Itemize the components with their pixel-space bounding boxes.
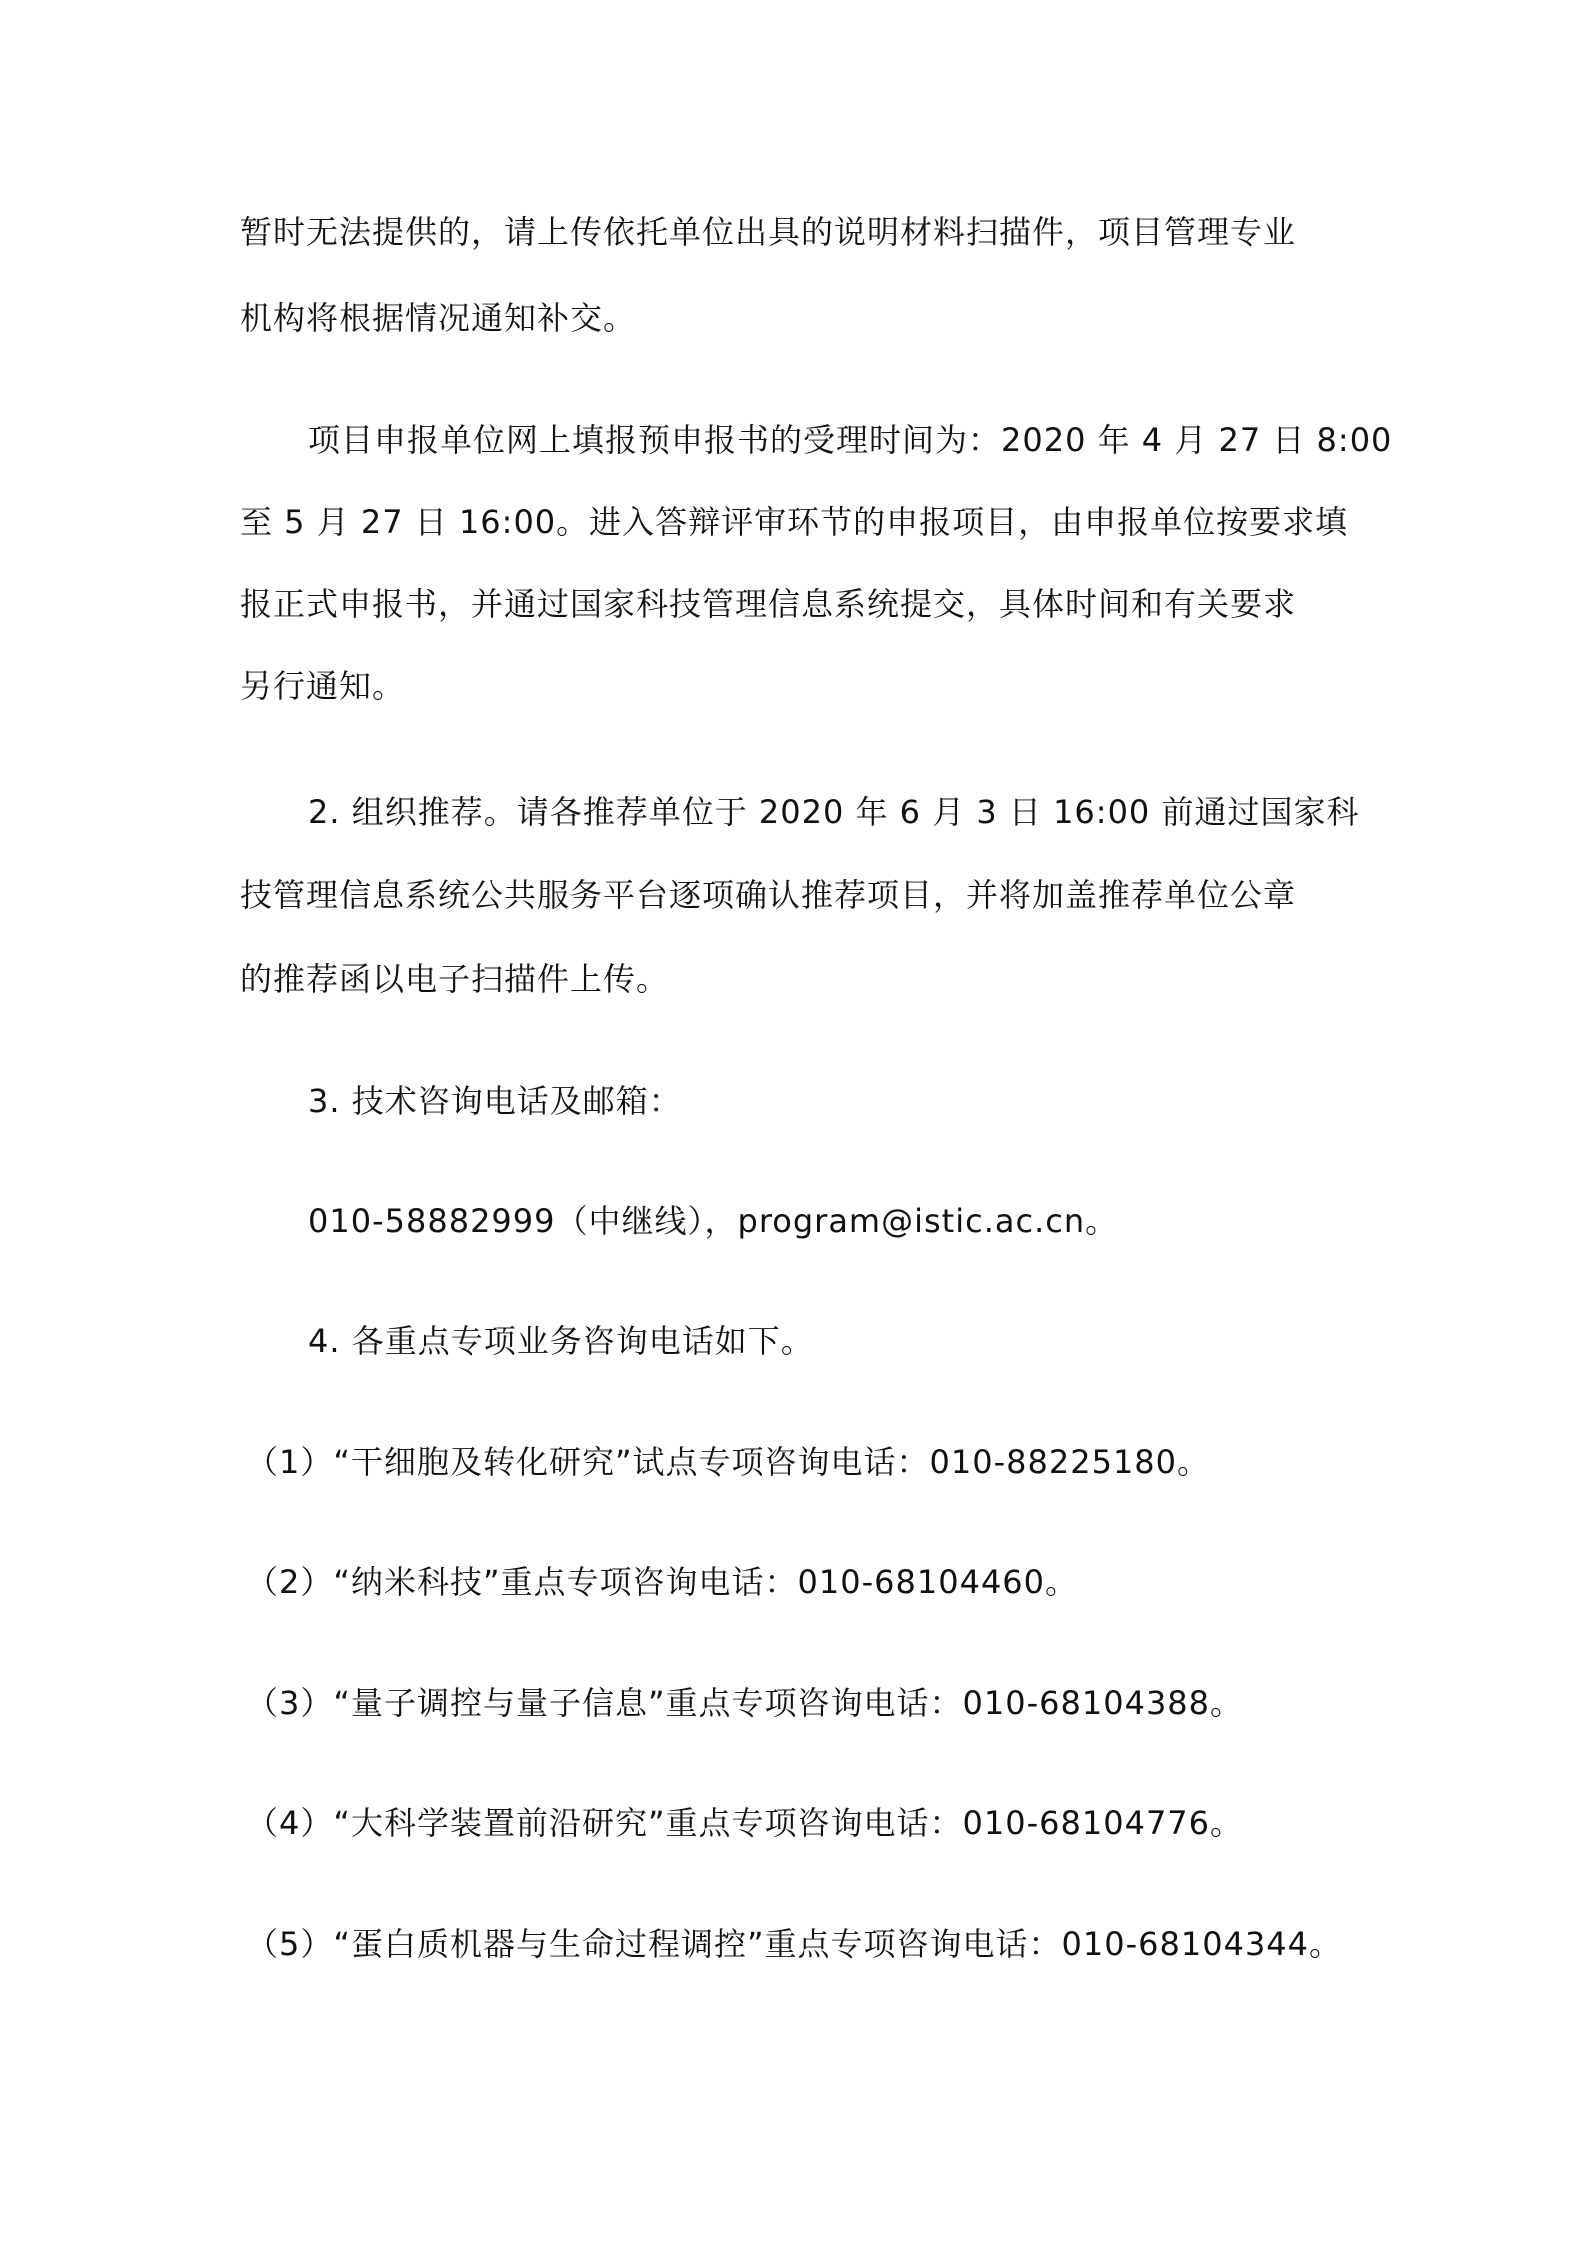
text-line-tech-support-contact: 010-58882999（中继线），program@istic.ac.cn。	[308, 1202, 1119, 1240]
list-item-stem-cell-phone: （1）“干细胞及转化研究”试点专项咨询电话：010-88225180。	[246, 1443, 1211, 1481]
text-line-recommendation-platform: 技管理信息系统公共服务平台逐项确认推荐项目，并将加盖推荐单位公章	[240, 876, 1297, 914]
text-line-materials-followup: 机构将根据情况通知补交。	[240, 299, 637, 337]
list-item-protein-machine-phone: （5）“蛋白质机器与生命过程调控”重点专项咨询电话：010-68104344。	[246, 1925, 1343, 1963]
list-item-quantum-phone: （3）“量子调控与量子信息”重点专项咨询电话：010-68104388。	[246, 1684, 1244, 1722]
text-line-recommendation: 2. 组织推荐。请各推荐单位于 2020 年 6 月 3 日 16:00 前通过国家科	[308, 793, 1360, 831]
text-line-consultation-heading: 4. 各重点专项业务咨询电话如下。	[308, 1322, 814, 1360]
text-line-formal-application: 报正式申报书，并通过国家科技管理信息系统提交，具体时间和有关要求	[240, 585, 1297, 623]
text-line-tech-support-heading: 3. 技术咨询电话及邮箱：	[308, 1082, 682, 1120]
text-line-application-time: 项目申报单位网上填报预申报书的受理时间为：2020 年 4 月 27 日 8:00	[308, 421, 1393, 459]
text-line-materials-note: 暂时无法提供的，请上传依托单位出具的说明材料扫描件，项目管理专业	[240, 213, 1297, 251]
list-item-nanotech-phone: （2）“纳米科技”重点专项咨询电话：010-68104460。	[246, 1563, 1079, 1601]
text-line-application-deadline: 至 5 月 27 日 16:00。进入答辩评审环节的申报项目，由申报单位按要求填	[240, 503, 1349, 541]
text-line-recommendation-upload: 的推荐函以电子扫描件上传。	[240, 960, 670, 998]
text-line-separate-notice: 另行通知。	[240, 667, 406, 705]
list-item-large-facility-phone: （4）“大科学装置前沿研究”重点专项咨询电话：010-68104776。	[246, 1804, 1244, 1842]
